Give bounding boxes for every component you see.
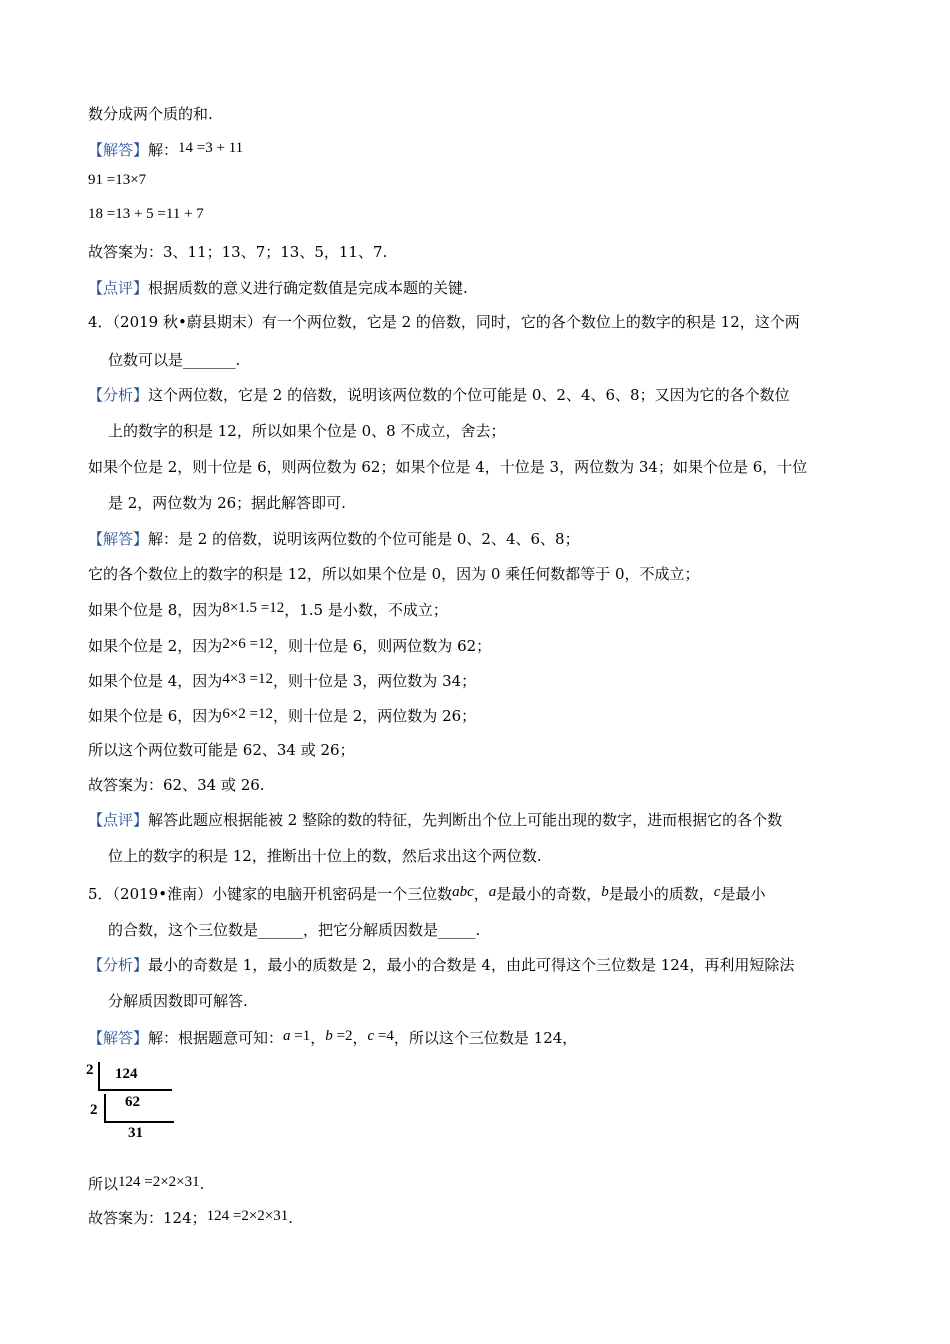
equation bbox=[88, 172, 146, 193]
analysis-line bbox=[88, 955, 794, 975]
label-jieda: 【解答】 bbox=[88, 141, 149, 159]
text: ，则十位是 6，则两位数为 62； bbox=[272, 637, 492, 655]
solution-line bbox=[88, 706, 476, 727]
divisor: 2 bbox=[90, 1102, 98, 1118]
text: ，则十位是 2，两位数为 26； bbox=[272, 707, 477, 725]
label-dianping: 【点评】 bbox=[88, 811, 149, 829]
analysis-line bbox=[88, 385, 790, 405]
text: 如果个位是 8，因为 bbox=[88, 601, 223, 619]
text-line: 数分成两个质的和. bbox=[88, 105, 213, 123]
separator: ， bbox=[310, 1029, 326, 1047]
text: 如果个位是 4，因为 bbox=[88, 672, 223, 690]
text: ，1.5 是小数，不成立； bbox=[284, 601, 448, 619]
division-bracket bbox=[98, 1062, 100, 1090]
answer-line: 故答案为：3、11；13、7；13、5，11、7. bbox=[88, 243, 388, 261]
equation: 124 =2×2×31 bbox=[118, 1174, 200, 1190]
equation: 8×1.5 =12 bbox=[222, 600, 285, 616]
equation: 14 =3 + 11 bbox=[178, 140, 244, 156]
equation: =4 bbox=[374, 1028, 394, 1044]
solution-line bbox=[88, 600, 448, 621]
text: . bbox=[199, 1175, 205, 1193]
text: 这个两位数，它是 2 的倍数，说明该两位数的个位可能是 0、2、4、6、8；又因为它的各个数位 bbox=[148, 386, 790, 404]
quotient: 31 bbox=[128, 1125, 143, 1141]
equation bbox=[88, 206, 204, 227]
label-jieda: 【解答】 bbox=[88, 1029, 149, 1047]
comment-line bbox=[88, 278, 468, 298]
variable: c bbox=[713, 884, 721, 900]
solution-line: 所以这个两位数可能是 62、34 或 26； bbox=[88, 741, 355, 759]
variable: a bbox=[488, 884, 497, 900]
text: 根据质数的意义进行确定数值是完成本题的关键. bbox=[148, 279, 468, 297]
text: 故答案为：124； bbox=[88, 1209, 207, 1227]
text: ， bbox=[473, 885, 489, 903]
question-4: 4．（2019 秋•蔚县期末）有一个两位数，它是 2 的倍数，同时，它的各个数位上的数字的积是 12，这个两 bbox=[88, 313, 800, 331]
text: 是最小 bbox=[720, 885, 766, 903]
analysis-line: 如果个位是 2，则十位是 6，则两位数为 62；如果个位是 4，十位是 3，两位数为 34；如果个位是 6，十位 bbox=[88, 458, 808, 476]
question-4-cont: 位数可以是_______. bbox=[108, 351, 241, 369]
text: 解答此题应根据能被 2 整除的数的特征，先判断出个位上可能出现的数字，进而根据它的各个数 bbox=[148, 811, 783, 829]
variable: b bbox=[601, 884, 609, 900]
equation: =2 bbox=[332, 1028, 353, 1044]
text: 解：根据题意可知： bbox=[148, 1029, 284, 1047]
text: 解： bbox=[148, 141, 179, 159]
equation-text: 18 =13 + 5 =11 + 7 bbox=[88, 206, 204, 222]
divisor: 2 bbox=[86, 1062, 94, 1078]
text: ，则十位是 3，两位数为 34； bbox=[272, 672, 477, 690]
text: 是最小的质数， bbox=[608, 885, 714, 903]
equation: 6×2 =12 bbox=[222, 706, 273, 722]
text: 如果个位是 2，因为 bbox=[88, 637, 223, 655]
equation-text: 91 =13×7 bbox=[88, 172, 147, 188]
division-line bbox=[98, 1089, 172, 1091]
result-line bbox=[88, 1174, 204, 1195]
division-bracket bbox=[104, 1094, 106, 1122]
text: 是最小的奇数， bbox=[496, 885, 602, 903]
solution-line bbox=[88, 671, 476, 692]
solution-line: 它的各个数位上的数字的积是 12，所以如果个位是 0，因为 0 乘任何数都等于 0，不成立； bbox=[88, 565, 700, 583]
division-line bbox=[104, 1121, 174, 1123]
text: ，所以这个三位数是 124， bbox=[393, 1029, 578, 1047]
dividend: 124 bbox=[115, 1066, 138, 1082]
solution-line bbox=[88, 1028, 577, 1049]
variable: c bbox=[367, 1028, 375, 1044]
label-fenxi: 【分析】 bbox=[88, 956, 149, 974]
equation: 4×3 =12 bbox=[222, 671, 273, 687]
variable: abc bbox=[452, 884, 474, 900]
solution-line bbox=[88, 636, 491, 657]
text: 如果个位是 6，因为 bbox=[88, 707, 223, 725]
text: 解：是 2 的倍数，说明该两位数的个位可能是 0、2、4、6、8； bbox=[148, 530, 580, 548]
answer-line: 故答案为：62、34 或 26. bbox=[88, 776, 265, 794]
analysis-line: 是 2，两位数为 26；据此解答即可. bbox=[108, 494, 346, 512]
text: . bbox=[288, 1209, 294, 1227]
separator: ， bbox=[352, 1029, 368, 1047]
text: 5．（2019•淮南）小键家的电脑开机密码是一个三位数 bbox=[88, 885, 453, 903]
solution-line bbox=[88, 140, 243, 161]
answer-line bbox=[88, 1208, 293, 1229]
question-5 bbox=[88, 884, 765, 905]
equation: 2×6 =12 bbox=[222, 636, 273, 652]
comment-line: 位上的数字的积是 12，推断出十位上的数，然后求出这个两位数. bbox=[108, 847, 542, 865]
comment-line bbox=[88, 810, 782, 830]
text: 最小的奇数是 1，最小的质数是 2，最小的合数是 4，由此可得这个三位数是 124，再利用短除法 bbox=[148, 956, 795, 974]
analysis-line: 分解质因数即可解答. bbox=[108, 992, 248, 1010]
analysis-line: 上的数字的积是 12，所以如果个位是 0、8 不成立，舍去； bbox=[108, 422, 506, 440]
label-dianping: 【点评】 bbox=[88, 279, 149, 297]
question-5-cont: 的合数，这个三位数是______，把它分解质因数是_____. bbox=[108, 921, 481, 939]
label-fenxi: 【分析】 bbox=[88, 386, 149, 404]
equation: 124 =2×2×31 bbox=[206, 1208, 289, 1224]
text: 所以 bbox=[88, 1175, 119, 1193]
equation: =1 bbox=[290, 1028, 311, 1044]
variable: b bbox=[325, 1028, 333, 1044]
quotient: 62 bbox=[125, 1094, 140, 1110]
solution-line bbox=[88, 529, 580, 549]
variable: a bbox=[283, 1028, 291, 1044]
label-jieda: 【解答】 bbox=[88, 530, 149, 548]
